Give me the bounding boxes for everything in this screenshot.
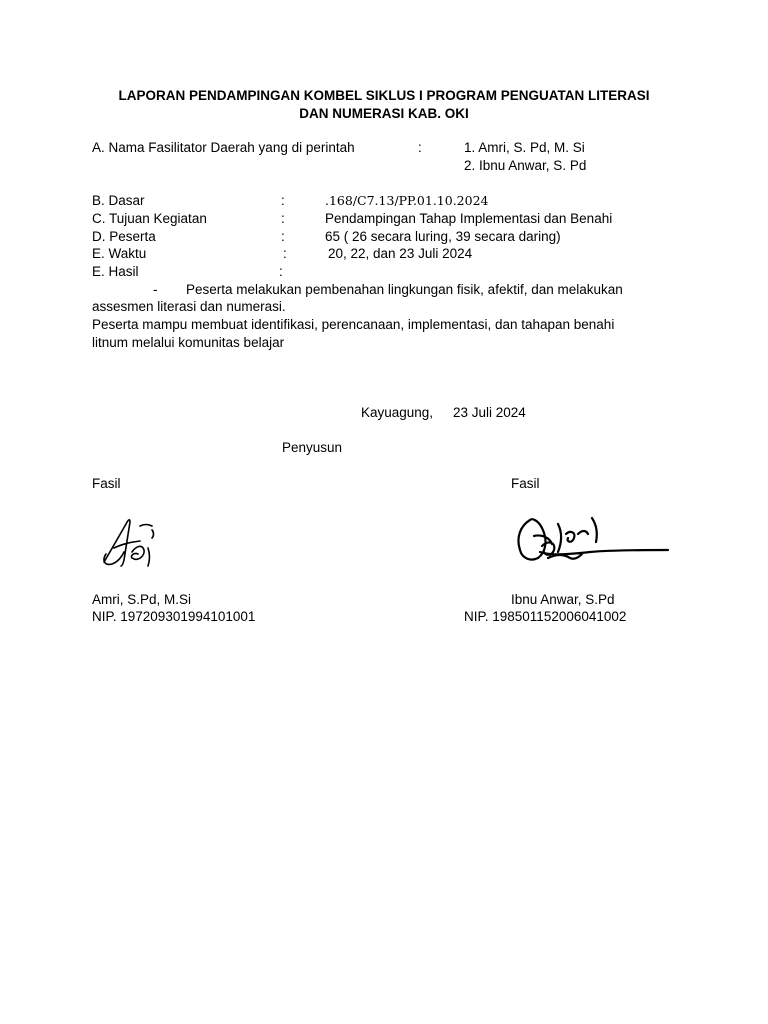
facilitator-item: 2. Ibnu Anwar, S. Pd xyxy=(464,158,587,173)
hasil-line-4: litnum melalui komunitas belajar xyxy=(92,335,285,350)
field-label-tujuan: C. Tujuan Kegiatan xyxy=(92,211,207,226)
field-colon: : xyxy=(279,264,283,279)
field-colon: : xyxy=(281,193,285,208)
signer-nip-right: NIP. 198501152006041002 xyxy=(464,609,627,624)
signer-nip-left: NIP. 197209301994101001 xyxy=(92,609,256,624)
facilitator-label: A. Nama Fasilitator Daerah yang di perintah xyxy=(92,140,355,155)
signature-right xyxy=(512,512,672,566)
field-value-waktu: 20, 22, dan 23 Juli 2024 xyxy=(328,246,473,261)
field-label-waktu: E. Waktu xyxy=(92,246,147,261)
signer-role-right: Fasil xyxy=(511,476,540,491)
field-colon: : xyxy=(283,246,287,261)
field-value-peserta: 65 ( 26 secara luring, 39 secara daring) xyxy=(325,229,561,244)
signer-name-right: Ibnu Anwar, S.Pd xyxy=(511,592,615,607)
signer-role-left: Fasil xyxy=(92,476,121,491)
field-label-peserta: D. Peserta xyxy=(92,229,156,244)
hasil-bullet: - xyxy=(153,282,158,297)
facilitator-item: 1. Amri, S. Pd, M. Si xyxy=(464,140,585,155)
signature-left xyxy=(92,508,162,574)
field-colon: : xyxy=(281,229,285,244)
signer-name-left: Amri, S.Pd, M.Si xyxy=(92,592,192,607)
report-title-line-2: DAN NUMERASI KAB. OKI xyxy=(299,106,469,121)
field-label-dasar: B. Dasar xyxy=(92,193,145,208)
field-colon: : xyxy=(281,211,285,226)
facilitator-colon: : xyxy=(418,140,422,155)
report-title-line-1: LAPORAN PENDAMPINGAN KOMBEL SIKLUS I PROGRAM PENGUATAN LITERASI xyxy=(118,88,650,103)
hasil-line-1: Peserta melakukan pembenahan lingkungan fisik, afektif, dan melakukan xyxy=(186,282,623,297)
hasil-line-3: Peserta mampu membuat identifikasi, perencanaan, implementasi, dan tahapan benahi xyxy=(92,317,615,332)
penyusun-label: Penyusun xyxy=(282,440,343,455)
field-value-dasar: .168/C7.13/PP.01.10.2024 xyxy=(325,193,489,208)
field-label-hasil: E. Hasil xyxy=(92,264,139,279)
field-value-tujuan: Pendampingan Tahap Implementasi dan Benahi xyxy=(325,211,613,226)
place: Kayuagung, xyxy=(361,405,434,420)
date: 23 Juli 2024 xyxy=(453,405,526,420)
hasil-line-2: assesmen literasi dan numerasi. xyxy=(92,299,286,314)
